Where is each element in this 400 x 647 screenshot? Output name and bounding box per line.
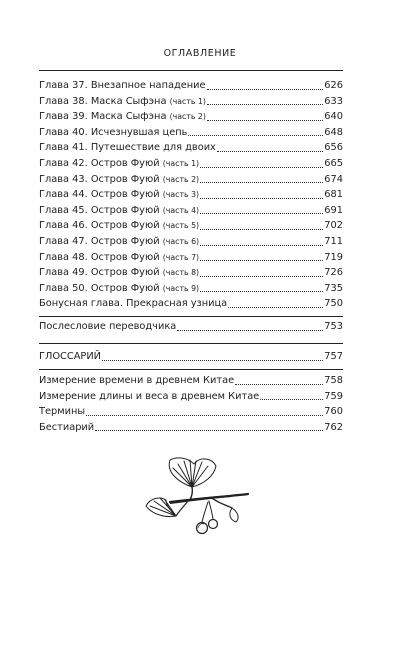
glossary-list (39, 373, 343, 435)
chapter-part: (часть 1) (162, 158, 200, 168)
chapter-part: (часть 9) (162, 283, 200, 293)
chapter-label: Глава 38. (39, 95, 88, 107)
afterword-section (39, 319, 343, 335)
toc-entry (39, 389, 343, 405)
chapter-title: Остров Фуюй (90, 173, 160, 185)
chapter-label: Глава 40. (39, 126, 88, 138)
chapter-part: (часть 7) (162, 252, 200, 262)
dot-leader (200, 166, 323, 168)
chapter-label: Глава 41. (39, 142, 88, 154)
page-number: 759 (324, 390, 343, 402)
chapter-title: Остров Фуюй (90, 282, 160, 294)
toc-entry (39, 404, 343, 420)
toc-entry (39, 234, 343, 250)
page-number: 758 (324, 375, 343, 386)
page-number: 762 (324, 421, 343, 433)
chapter-title: Остров Фуюй (90, 267, 160, 279)
chapter-part: (часть 8) (162, 268, 200, 278)
dot-leader (200, 259, 323, 261)
dot-leader (207, 103, 323, 105)
toc-entry (39, 319, 343, 335)
dot-leader (200, 228, 323, 230)
dot-leader (86, 414, 323, 416)
toc-entry (39, 187, 343, 203)
chapter-part: (часть 1) (169, 96, 206, 106)
page-header: ОГЛАВЛЕНИЕ (163, 48, 237, 59)
chapter-label: Глава 43. (39, 173, 88, 185)
dot-leader (102, 359, 323, 361)
toc-entry (39, 78, 343, 94)
page-number: 750 (324, 298, 343, 310)
chapter-label: Глава 44. (39, 189, 88, 201)
toc-entry (39, 250, 343, 266)
chapter-title: Путешествие для двоих (90, 142, 216, 154)
chapter-label: Глава 47. (39, 235, 88, 247)
dot-leader (200, 290, 323, 292)
dot-leader (200, 212, 323, 214)
chapter-part: (часть 3) (162, 190, 200, 200)
dot-leader (177, 329, 323, 331)
page-number: 681 (324, 189, 343, 201)
page-number: 640 (324, 111, 343, 123)
toc-entry (39, 349, 343, 365)
page-number: 626 (324, 80, 343, 91)
chapter-label: Бонусная глава. (39, 298, 124, 310)
glossary-item-title: Бестиарий (39, 421, 95, 433)
chapter-title: Остров Фуюй (90, 235, 160, 247)
chapter-title: Внезапное нападение (90, 80, 206, 91)
chapter-label: Глава 49. (39, 267, 88, 279)
dot-leader (200, 244, 323, 246)
page-number: 760 (324, 406, 343, 418)
dot-leader (228, 306, 323, 308)
dot-leader (235, 383, 323, 385)
toc-entry (39, 218, 343, 234)
toc-entry (39, 281, 343, 297)
chapter-title: Остров Фуюй (90, 251, 160, 263)
dot-leader (188, 134, 323, 136)
toc-entry (39, 140, 343, 156)
chapter-label: Глава 37. (39, 80, 88, 91)
toc-entry (39, 156, 343, 172)
toc-entry (39, 296, 343, 312)
page-number: 735 (324, 282, 343, 294)
page-number: 711 (324, 235, 343, 247)
glossary-divider (39, 369, 343, 370)
toc-entry (39, 125, 343, 141)
dot-leader (207, 119, 323, 121)
top-divider (39, 70, 343, 71)
page-number: 757 (324, 351, 343, 362)
chapter-label: Глава 46. (39, 220, 88, 232)
page-number: 674 (324, 173, 343, 185)
page-number: 691 (324, 204, 343, 216)
glossary-item-title: Измерение времени в древнем Китае (39, 375, 235, 386)
dot-leader (217, 150, 323, 152)
chapter-label: Глава 42. (39, 157, 88, 169)
glossary-item-title: Термины (39, 406, 86, 418)
chapter-title: Маска Сыфэна (90, 95, 167, 107)
chapter-part: (часть 2) (169, 112, 206, 122)
chapter-part: (часть 2) (162, 174, 200, 184)
glossary-section (39, 349, 343, 365)
chapter-part: (часть 5) (162, 221, 200, 231)
page-number: 726 (324, 267, 343, 279)
toc-entry (39, 203, 343, 219)
chapter-label: Глава 48. (39, 251, 88, 263)
page-number: 633 (324, 95, 343, 107)
chapter-title: Остров Фуюй (90, 189, 160, 201)
chapter-part: (часть 4) (162, 205, 200, 215)
page-number: 753 (324, 321, 343, 332)
chapter-title: Остров Фуюй (90, 220, 160, 232)
chapter-part: (часть 6) (162, 236, 200, 246)
chapter-title: Прекрасная узница (126, 298, 228, 310)
toc-entry (39, 109, 343, 125)
dot-leader (95, 429, 323, 431)
glossary-item-title: Измерение длины и веса в древнем Китае (39, 390, 260, 402)
page-number: 719 (324, 251, 343, 263)
chapter-list (39, 78, 343, 312)
chapter-label: Глава 39. (39, 111, 88, 123)
page-number: 665 (324, 157, 343, 169)
ginkgo-branch-illustration (132, 452, 262, 552)
dot-leader (260, 398, 323, 400)
dot-leader (200, 181, 323, 183)
chapter-label: Глава 50. (39, 282, 88, 294)
page-number: 648 (324, 126, 343, 138)
toc-entry (39, 94, 343, 110)
dot-leader (207, 88, 324, 90)
afterword-divider (39, 343, 343, 344)
dot-leader (200, 197, 323, 199)
chapter-title: Маска Сыфэна (90, 111, 167, 123)
toc-entry (39, 373, 343, 389)
chapter-label: Глава 45. (39, 204, 88, 216)
glossary-title: ГЛОССАРИЙ (39, 351, 102, 362)
chapter-title: Остров Фуюй (90, 157, 160, 169)
chapter-title: Остров Фуюй (90, 204, 160, 216)
toc-entry (39, 172, 343, 188)
chapter-title: Исчезнувшая цепь (90, 126, 188, 138)
toc-entry (39, 265, 343, 281)
chapters-divider (39, 316, 343, 317)
page-number: 656 (324, 142, 343, 154)
afterword-title: Послесловие переводчика (39, 321, 177, 332)
page-number: 702 (324, 220, 343, 232)
dot-leader (200, 275, 323, 277)
toc-entry (39, 420, 343, 436)
